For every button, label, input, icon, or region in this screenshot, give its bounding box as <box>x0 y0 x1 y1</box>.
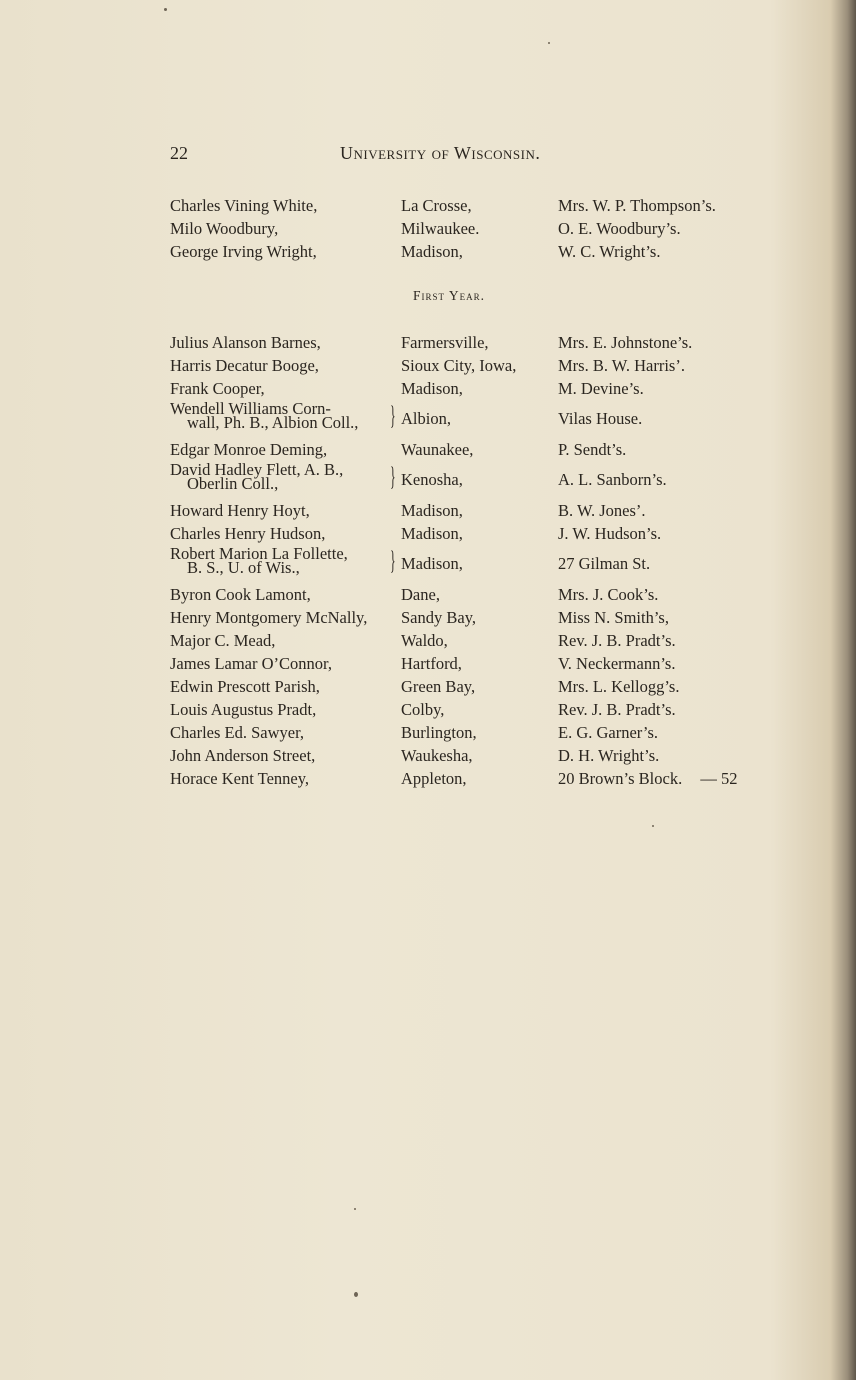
student-residence: O. E. Woodbury’s. <box>558 219 681 238</box>
paper-speck <box>354 1292 358 1297</box>
student-residence: B. W. Jones’. <box>558 501 646 520</box>
student-town: Green Bay, <box>401 677 476 696</box>
list-item <box>170 746 770 769</box>
student-residence: D. H. Wright’s. <box>558 746 660 765</box>
total-count: — 52 <box>700 769 738 788</box>
student-residence: M. Devine’s. <box>558 379 644 398</box>
student-name: John Anderson Street, <box>170 746 316 765</box>
list-item <box>170 700 770 723</box>
student-name: Frank Cooper, <box>170 379 265 398</box>
student-residence: E. G. Garner’s. <box>558 723 659 742</box>
student-name <box>170 399 359 432</box>
list-item <box>170 677 770 700</box>
student-town: Madison, <box>401 524 463 543</box>
student-name: Charles Ed. Sawyer, <box>170 723 305 742</box>
list-item <box>170 333 770 356</box>
brace: } <box>390 546 396 575</box>
student-residence-text: 20 Brown’s Block. <box>558 769 683 788</box>
list-item <box>170 219 770 242</box>
student-residence: Mrs. E. Johnstone’s. <box>558 333 693 352</box>
page-number: 22 <box>170 143 188 163</box>
brace: } <box>390 401 396 430</box>
student-residence: Mrs. J. Cook’s. <box>558 585 659 604</box>
student-residence: A. L. Sanborn’s. <box>558 470 667 489</box>
student-residence: Miss N. Smith’s, <box>558 608 669 627</box>
student-residence: W. C. Wright’s. <box>558 242 661 261</box>
student-name-line-2: B. S., U. of Wis., <box>187 558 300 577</box>
student-town: Waunakee, <box>401 440 474 459</box>
student-town: Hartford, <box>401 654 462 673</box>
brace: } <box>390 462 396 491</box>
list-item <box>170 585 770 608</box>
student-town: Sandy Bay, <box>401 608 477 627</box>
student-town: Milwaukee. <box>401 219 480 238</box>
student-name: Charles Henry Hudson, <box>170 524 326 543</box>
student-residence: Mrs. W. P. Thompson’s. <box>558 196 716 215</box>
student-name: Louis Augustus Pradt, <box>170 700 317 719</box>
student-name: Byron Cook Lamont, <box>170 585 311 604</box>
upper-student-list <box>170 196 770 265</box>
student-name: Horace Kent Tenney, <box>170 769 310 788</box>
page-header <box>170 143 770 165</box>
student-name-line-1: Robert Marion La Follette, <box>170 544 348 563</box>
running-title: University of Wisconsin. <box>340 143 541 163</box>
student-residence: P. Sendt’s. <box>558 440 627 459</box>
student-name: Howard Henry Hoyt, <box>170 501 310 520</box>
student-name <box>170 460 344 493</box>
student-town: Colby, <box>401 700 445 719</box>
section-heading: First Year. <box>413 288 486 303</box>
student-name-line-2: Oberlin Coll., <box>187 474 279 493</box>
student-residence: Rev. J. B. Pradt’s. <box>558 700 676 719</box>
student-residence: 27 Gilman St. <box>558 554 651 573</box>
student-name: Henry Montgomery McNally, <box>170 608 368 627</box>
paper-speck <box>652 825 654 827</box>
student-town: Madison, <box>401 554 463 573</box>
list-item <box>170 608 770 631</box>
student-name: George Irving Wright, <box>170 242 317 261</box>
student-name: Harris Decatur Booge, <box>170 356 319 375</box>
student-residence: Mrs. L. Kellogg’s. <box>558 677 680 696</box>
student-town: Madison, <box>401 501 463 520</box>
student-town: Madison, <box>401 379 463 398</box>
list-item <box>170 631 770 654</box>
student-name: James Lamar O’Connor, <box>170 654 333 673</box>
student-name-line-1: Wendell Williams Corn- <box>170 399 331 418</box>
student-town: Madison, <box>401 242 463 261</box>
student-name: Edgar Monroe Deming, <box>170 440 328 459</box>
student-town: Kenosha, <box>401 470 463 489</box>
list-item <box>170 356 770 379</box>
student-name: Julius Alanson Barnes, <box>170 333 321 352</box>
student-name: Edwin Prescott Parish, <box>170 677 320 696</box>
list-item <box>170 544 770 585</box>
student-town: Waldo, <box>401 631 448 650</box>
student-town: Albion, <box>401 409 451 428</box>
student-residence <box>558 769 737 789</box>
paper-speck <box>548 42 550 44</box>
student-town: Farmersville, <box>401 333 489 352</box>
student-residence: J. W. Hudson’s. <box>558 524 662 543</box>
student-name: Milo Woodbury, <box>170 219 279 238</box>
list-item <box>170 196 770 219</box>
paper-speck <box>354 1208 356 1210</box>
student-residence: V. Neckermann’s. <box>558 654 676 673</box>
student-town: Waukesha, <box>401 746 473 765</box>
paper-speck <box>164 8 167 11</box>
student-residence: Vilas House. <box>558 409 643 428</box>
student-name: Charles Vining White, <box>170 196 318 215</box>
list-item <box>170 399 770 440</box>
list-item <box>170 242 770 265</box>
student-name <box>170 544 348 577</box>
first-year-list <box>170 333 770 792</box>
list-item <box>170 501 770 524</box>
student-name-line-1: David Hadley Flett, A. B., <box>170 460 344 479</box>
student-town: Appleton, <box>401 769 467 788</box>
list-item <box>170 723 770 746</box>
student-name: Major C. Mead, <box>170 631 276 650</box>
list-item <box>170 654 770 677</box>
student-town: Sioux City, Iowa, <box>401 356 517 375</box>
student-residence: Mrs. B. W. Harris’. <box>558 356 685 375</box>
student-town: Dane, <box>401 585 440 604</box>
student-name-line-2: wall, Ph. B., Albion Coll., <box>187 413 359 432</box>
student-residence: Rev. J. B. Pradt’s. <box>558 631 676 650</box>
list-item <box>170 769 770 792</box>
student-town: La Crosse, <box>401 196 472 215</box>
list-item <box>170 460 770 501</box>
student-town: Burlington, <box>401 723 477 742</box>
